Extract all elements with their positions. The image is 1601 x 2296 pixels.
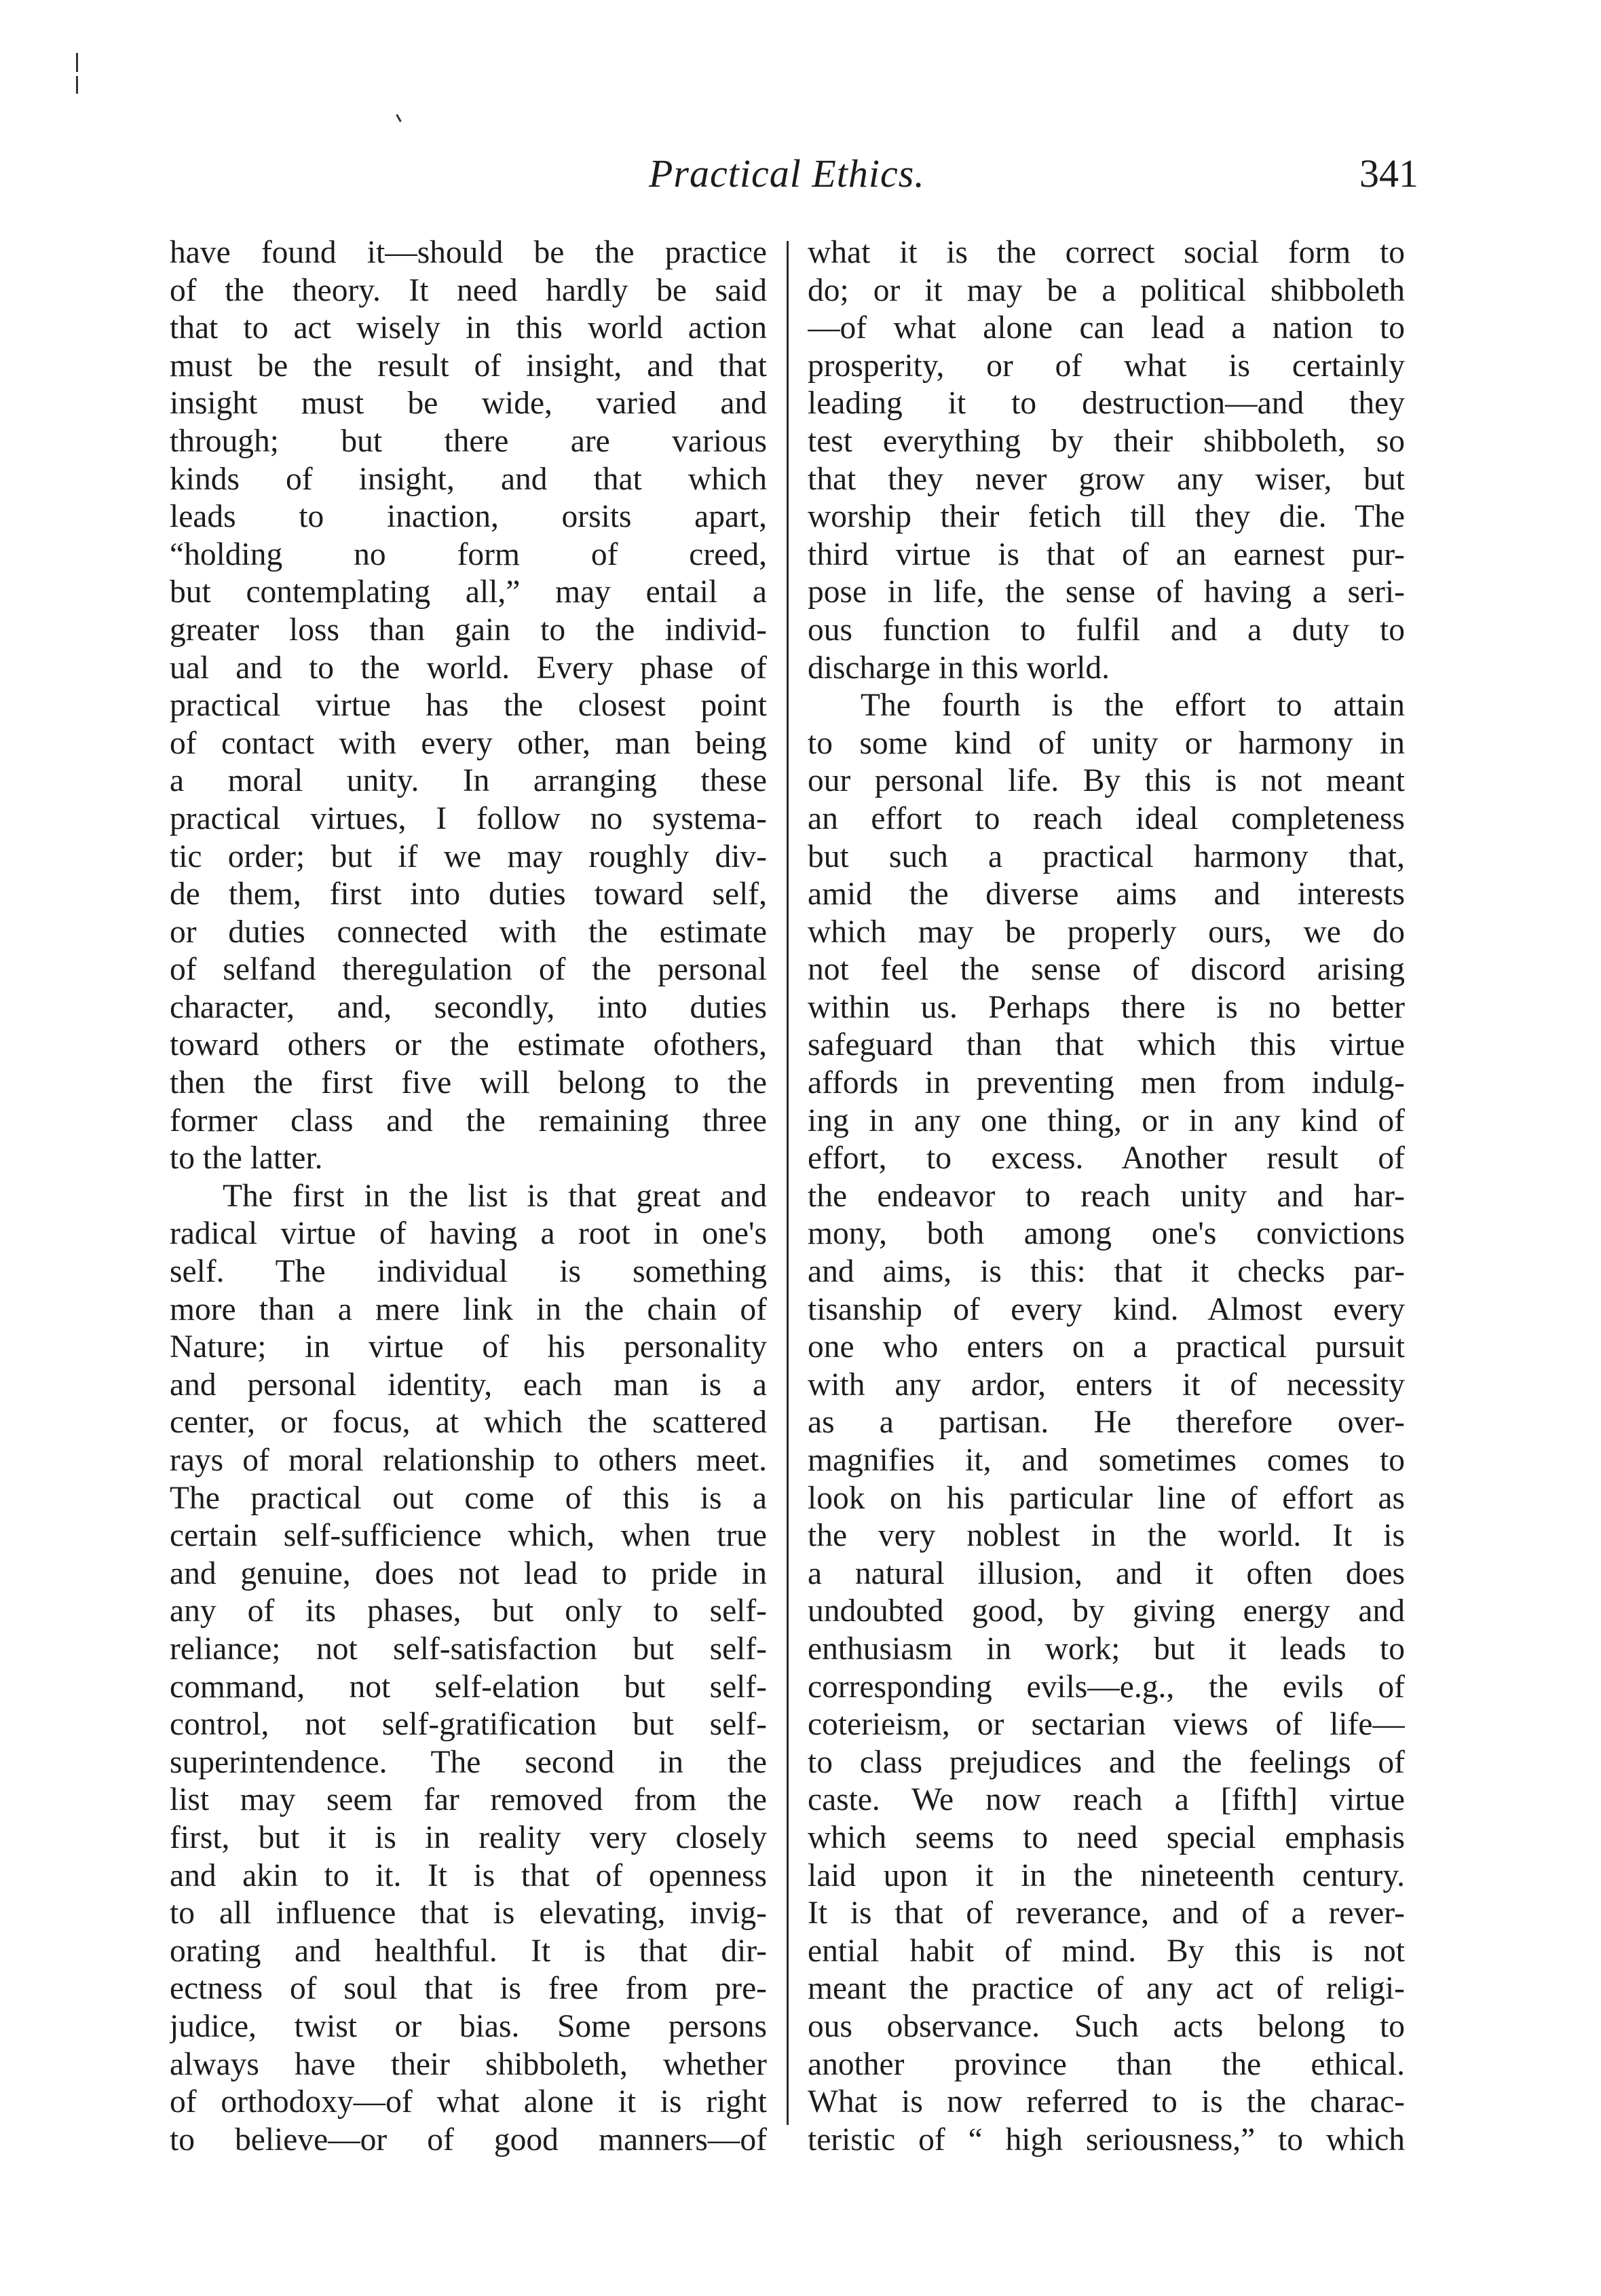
text-line: toward others or the estimate ofothers, — [170, 1027, 767, 1063]
text-line: to some kind of unity or harmony in — [808, 725, 1405, 761]
text-line: ential habit of mind. By this is not — [808, 1933, 1405, 1969]
text-line: first, but it is in reality very closely — [170, 1819, 767, 1855]
text-line: What is now referred to is the charac- — [808, 2084, 1405, 2120]
text-line: certain self-sufficience which, when true — [170, 1518, 767, 1554]
left-column — [170, 234, 767, 2159]
text-line: practical virtue has the closest point — [170, 688, 767, 724]
text-line: with any ardor, enters it of necessity — [808, 1367, 1405, 1403]
text-line: “holding no form of creed, — [170, 536, 767, 572]
text-line: which seems to need special emphasis — [808, 1819, 1405, 1855]
text-line: one who enters on a practical pursuit — [808, 1329, 1405, 1365]
text-line: and aims, is this: that it checks par- — [808, 1254, 1405, 1290]
text-line: of the theory. It need hardly be said — [170, 272, 767, 308]
text-line: have found it—should be the practice — [170, 235, 767, 270]
text-line: caste. We now reach a [fifth] virtue — [808, 1782, 1405, 1818]
text-line: laid upon it in the nineteenth century. — [808, 1857, 1405, 1893]
text-line: look on his particular line of effort as — [808, 1480, 1405, 1516]
text-line: a natural illusion, and it often does — [808, 1555, 1405, 1591]
text-line: center, or focus, at which the scattered — [170, 1405, 767, 1441]
text-line: The practical out come of this is a — [170, 1480, 767, 1516]
text-line: —of what alone can lead a nation to — [808, 310, 1405, 346]
text-line: meant the practice of any act of religi- — [808, 1971, 1405, 2007]
text-line: not feel the sense of discord arising — [808, 952, 1405, 988]
text-line: amid the diverse aims and interests — [808, 876, 1405, 912]
text-line: do; or it may be a political shibboleth — [808, 272, 1405, 308]
text-line: our personal life. By this is not meant — [808, 763, 1405, 799]
text-line: de them, first into duties toward self, — [170, 876, 767, 912]
text-line: that to act wisely in this world action — [170, 310, 767, 346]
text-line: self. The individual is something — [170, 1254, 767, 1290]
text-line: to believe—or of good manners—of — [170, 2122, 767, 2158]
text-line: The first in the list is that great and — [223, 1178, 767, 1214]
text-line: to all influence that is elevating, invig- — [170, 1895, 767, 1931]
text-line: always have their shibboleth, whether — [170, 2046, 767, 2082]
text-line: undoubted good, by giving energy and — [808, 1593, 1405, 1629]
text-line: radical virtue of having a root in one's — [170, 1216, 767, 1252]
text-line: and akin to it. It is that of openness — [170, 1857, 767, 1893]
text-line: pose in life, the sense of having a seri- — [808, 574, 1405, 610]
text-line: as a partisan. He therefore over- — [808, 1405, 1405, 1441]
text-line: third virtue is that of an earnest pur- — [808, 536, 1405, 572]
text-line: ous function to fulfil and a duty to — [808, 612, 1405, 648]
text-line: coterieism, or sectarian views of life— — [808, 1707, 1405, 1743]
text-line: of contact with every other, man being — [170, 725, 767, 761]
text-line: insight must be wide, varied and — [170, 386, 767, 422]
text-line: mony, both among one's convictions — [808, 1216, 1405, 1252]
text-line: the endeavor to reach unity and har- — [808, 1178, 1405, 1214]
text-line: teristic of “ high seriousness,” to which — [808, 2122, 1405, 2158]
text-line: then the first five will belong to the — [170, 1065, 767, 1101]
text-line: that they never grow any wiser, but — [808, 461, 1405, 497]
text-line: which may be properly ours, we do — [808, 914, 1405, 950]
text-line: ing in any one thing, or in any kind of — [808, 1103, 1405, 1138]
text-line: ual and to the world. Every phase of — [170, 650, 767, 686]
text-line: within us. Perhaps there is no better — [808, 989, 1405, 1025]
text-line: reliance; not self-satisfaction but self- — [170, 1631, 767, 1667]
text-line: to the latter. — [170, 1141, 323, 1177]
text-line: rays of moral relationship to others meet. — [170, 1443, 767, 1478]
text-line: tic order; but if we may roughly div- — [170, 838, 767, 874]
text-line: character, and, secondly, into duties — [170, 989, 767, 1025]
text-line: corresponding evils—e.g., the evils of — [808, 1669, 1405, 1705]
text-line: any of its phases, but only to self- — [170, 1593, 767, 1629]
text-line: affords in preventing men from indulg- — [808, 1065, 1405, 1101]
text-line: another province than the ethical. — [808, 2046, 1405, 2082]
text-line: and genuine, does not lead to pride in — [170, 1555, 767, 1591]
text-line: list may seem far removed from the — [170, 1782, 767, 1818]
text-line: leading it to destruction—and they — [808, 386, 1405, 422]
text-line: greater loss than gain to the individ- — [170, 612, 767, 648]
text-line: of selfand theregulation of the personal — [170, 952, 767, 988]
text-line: enthusiasm in work; but it leads to — [808, 1631, 1405, 1667]
text-line: a moral unity. In arranging these — [170, 763, 767, 799]
text-line: former class and the remaining three — [170, 1103, 767, 1138]
running-title: Practical Ethics. — [649, 151, 925, 196]
page-header — [170, 151, 1418, 212]
text-line: of orthodoxy—of what alone it is right — [170, 2084, 767, 2120]
text-line: worship their fetich till they die. The — [808, 499, 1405, 535]
margin-mark — [76, 53, 78, 72]
text-line: orating and healthful. It is that dir- — [170, 1933, 767, 1969]
text-line: through; but there are various — [170, 423, 767, 459]
text-line: or duties connected with the estimate — [170, 914, 767, 950]
text-line: test everything by their shibboleth, so — [808, 423, 1405, 459]
text-line: more than a mere link in the chain of — [170, 1291, 767, 1327]
text-line: ectness of soul that is free from pre- — [170, 1971, 767, 2007]
text-line: prosperity, or of what is certainly — [808, 348, 1405, 384]
text-line: must be the result of insight, and that — [170, 348, 767, 384]
text-line: and personal identity, each man is a — [170, 1367, 767, 1403]
page-number: 341 — [1359, 151, 1418, 196]
text-line: ous observance. Such acts belong to — [808, 2008, 1405, 2044]
text-line: The fourth is the effort to attain — [861, 688, 1405, 724]
text-line: leads to inaction, orsits apart, — [170, 499, 767, 535]
text-line: magnifies it, and sometimes comes to — [808, 1443, 1405, 1478]
text-line: It is that of reverance, and of a rever- — [808, 1895, 1405, 1931]
text-line: discharge in this world. — [808, 650, 1110, 686]
margin-mark — [76, 76, 78, 94]
margin-mark — [396, 114, 402, 122]
text-line: what it is the correct social form to — [808, 235, 1405, 270]
text-line: kinds of insight, and that which — [170, 461, 767, 497]
text-line: tisanship of every kind. Almost every — [808, 1291, 1405, 1327]
text-line: but contemplating all,” may entail a — [170, 574, 767, 610]
text-line: superintendence. The second in the — [170, 1744, 767, 1780]
text-line: but such a practical harmony that, — [808, 838, 1405, 874]
text-line: practical virtues, I follow no systema- — [170, 800, 767, 836]
right-column — [808, 234, 1405, 2159]
text-line: the very noblest in the world. It is — [808, 1518, 1405, 1554]
text-line: an effort to reach ideal completeness — [808, 800, 1405, 836]
text-line: control, not self-gratification but self- — [170, 1707, 767, 1743]
text-line: judice, twist or bias. Some persons — [170, 2008, 767, 2044]
text-line: Nature; in virtue of his personality — [170, 1329, 767, 1365]
text-line: effort, to excess. Another result of — [808, 1141, 1405, 1177]
text-line: safeguard than that which this virtue — [808, 1027, 1405, 1063]
text-line: command, not self-elation but self- — [170, 1669, 767, 1705]
text-line: to class prejudices and the feelings of — [808, 1744, 1405, 1780]
column-rule — [787, 241, 789, 2125]
